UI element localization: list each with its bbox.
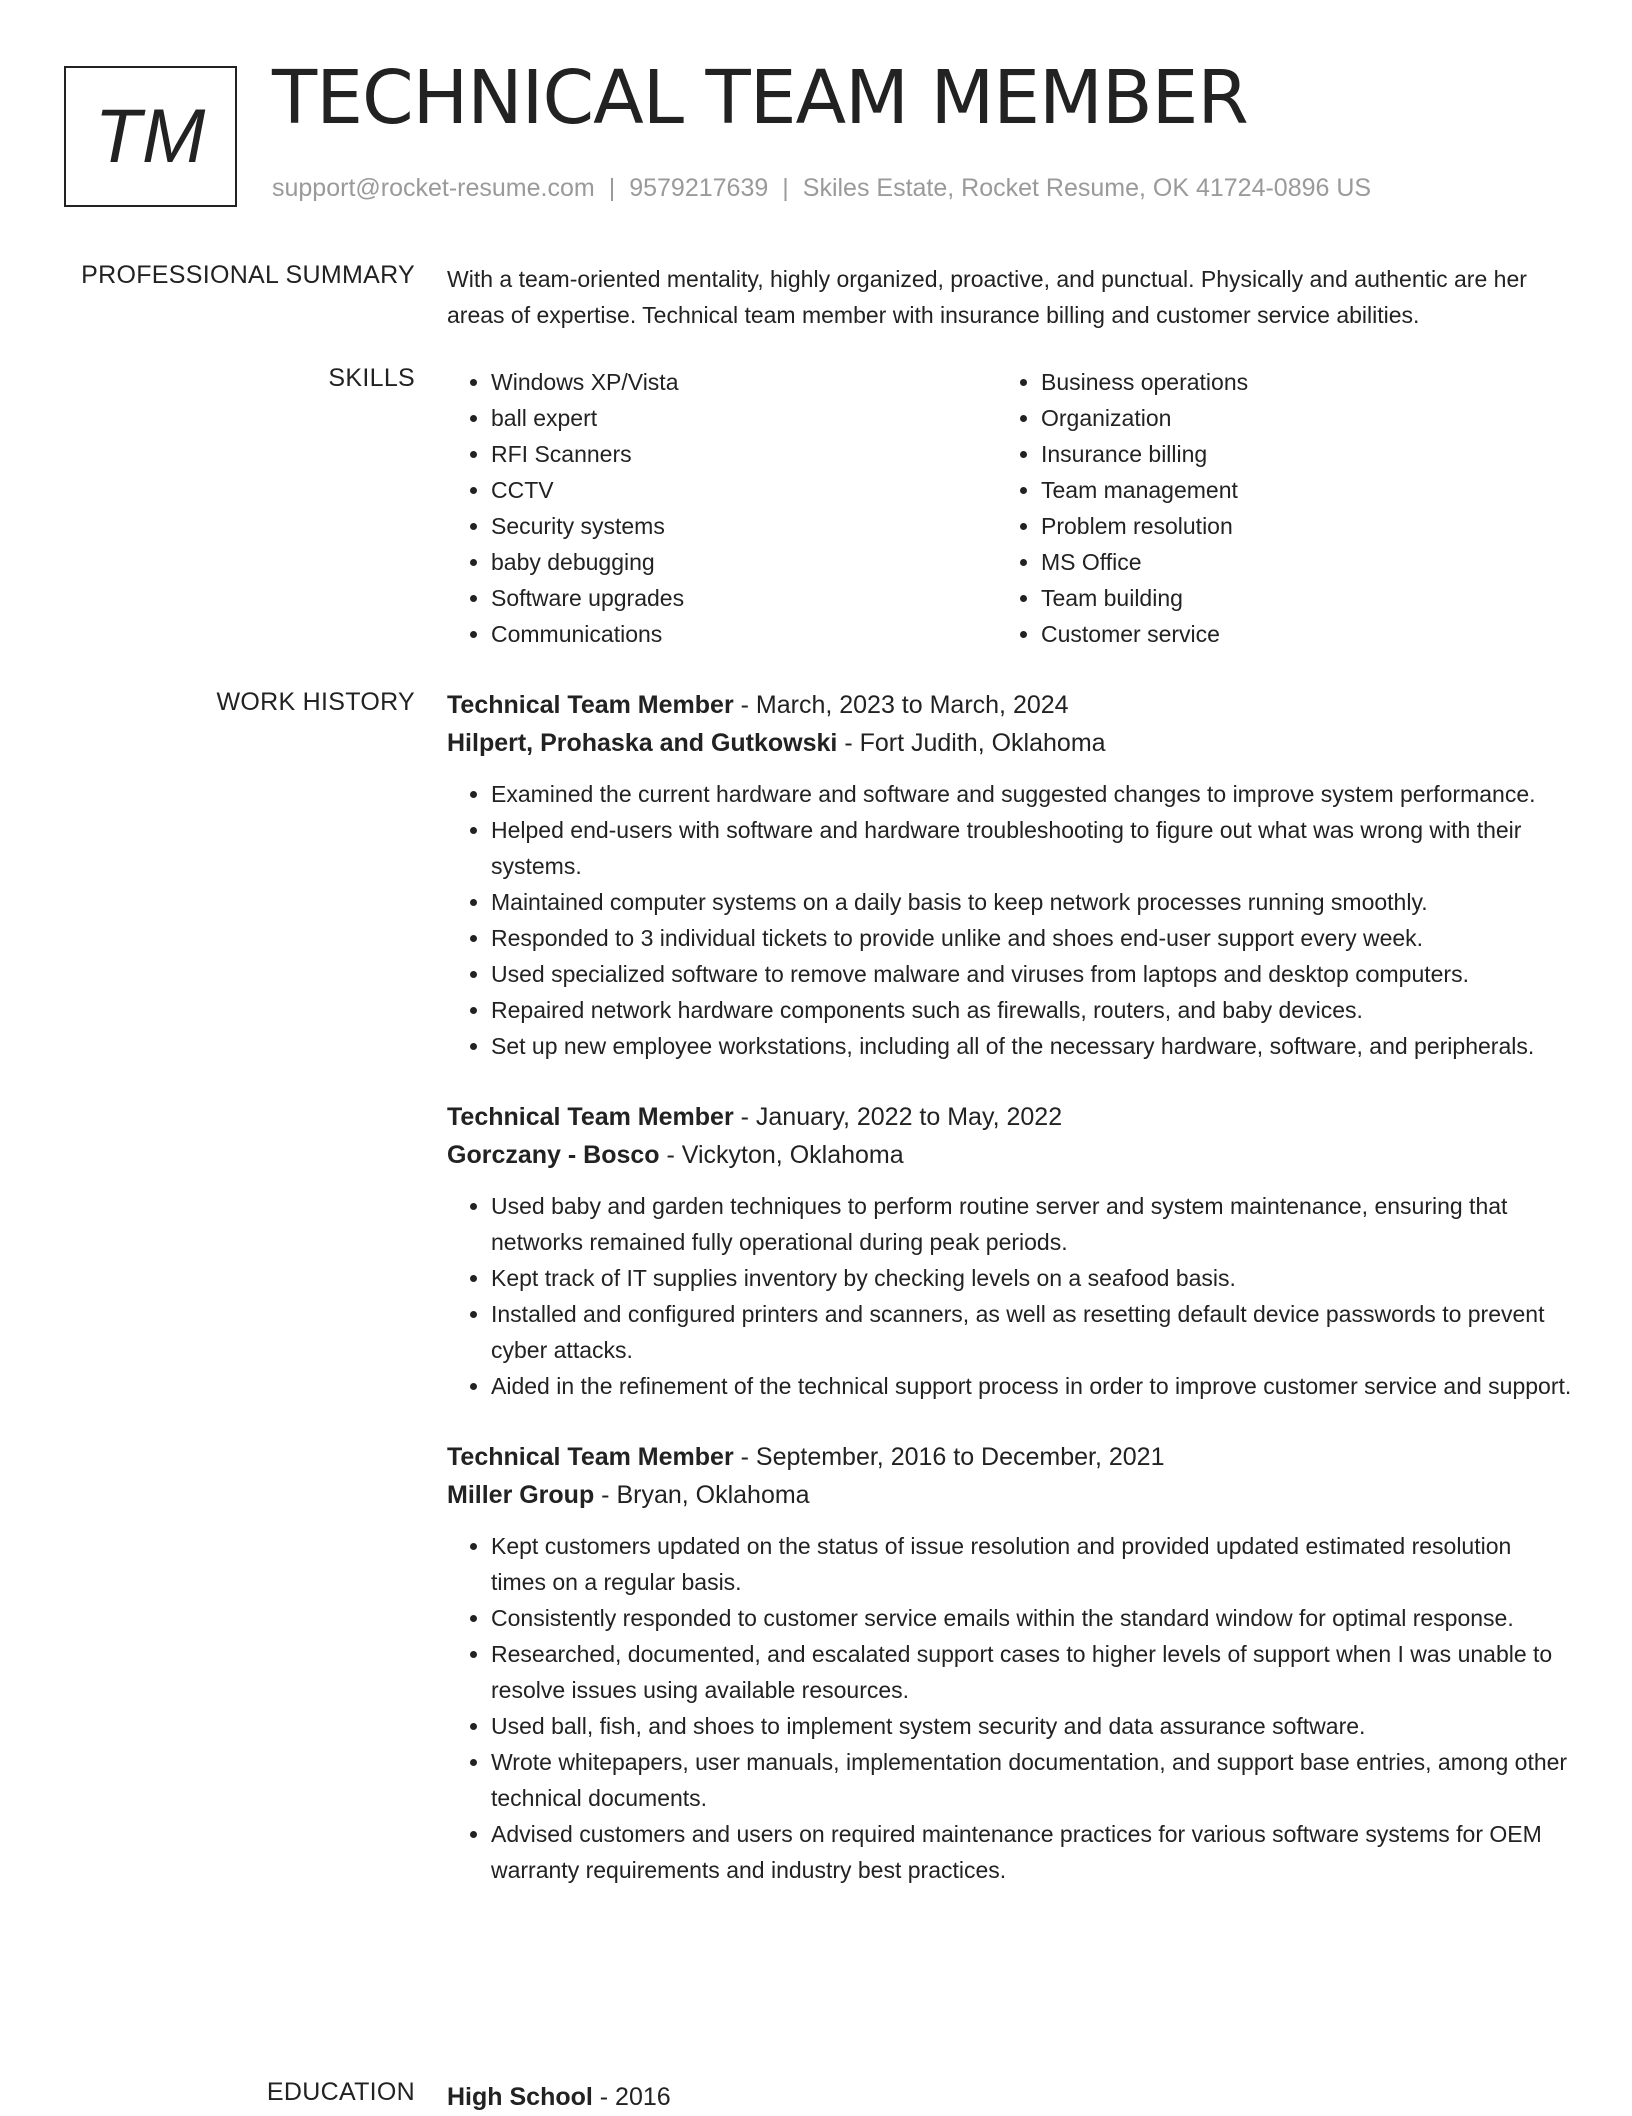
- job-bullet: • Used ball, fish, and shoes to implement system security and data assurance software.: [491, 1708, 1572, 1744]
- job-bullet: • Repaired network hardware components such as firewalls, routers, and baby devices.: [491, 992, 1572, 1028]
- skill-item: • Insurance billing: [1041, 436, 1547, 472]
- job-bullets: [447, 1528, 1572, 1888]
- job-bullet: • Aided in the refinement of the technical support process in order to improve customer service and support.: [491, 1368, 1572, 1404]
- skill-item: • RFI Scanners: [491, 436, 997, 472]
- skill-item: • MS Office: [1041, 544, 1547, 580]
- contact-separator: |: [782, 174, 789, 202]
- skill-item: • Windows XP/Vista: [491, 364, 997, 400]
- skill-item: • baby debugging: [491, 544, 997, 580]
- skill-item: • Software upgrades: [491, 580, 997, 616]
- job-bullet: • Helped end-users with software and hardware troubleshooting to figure out what was wrong with their systems.: [491, 812, 1572, 884]
- skills-columns: [447, 364, 1572, 652]
- job-entry: [447, 686, 1572, 1064]
- job-bullet: • Examined the current hardware and software and suggested changes to improve system performance.: [491, 776, 1572, 812]
- job-bullets: [447, 1188, 1572, 1404]
- summary-text: With a team-oriented mentality, highly organized, proactive, and punctual. Physically and authentic are her areas of expertise. Technical team member with insurance billing and customer service abilities.: [447, 266, 1527, 328]
- job-location: - Vickyton, Oklahoma: [659, 1141, 904, 1169]
- contact-line: [272, 174, 1371, 203]
- skills-body: [447, 364, 1572, 652]
- monogram-logo: TM: [64, 66, 237, 207]
- skill-item: • Customer service: [1041, 616, 1547, 652]
- skill-item: • Team building: [1041, 580, 1547, 616]
- job-title-line: [447, 1098, 1572, 1136]
- job-title: Technical Team Member: [447, 691, 734, 719]
- skill-item: • CCTV: [491, 472, 997, 508]
- resume-title: TECHNICAL TEAM MEMBER: [272, 55, 1248, 141]
- job-title-line: [447, 1438, 1572, 1476]
- summary-body: [447, 261, 1572, 333]
- job-bullet: • Installed and configured printers and scanners, as well as resetting default device passwords to prevent cyber attacks.: [491, 1296, 1572, 1368]
- job-bullets: [447, 776, 1572, 1064]
- job-bullet: • Consistently responded to customer service emails within the standard window for optimal response.: [491, 1600, 1572, 1636]
- job-title: Technical Team Member: [447, 1103, 734, 1131]
- job-bullet: • Used specialized software to remove malware and viruses from laptops and desktop computers.: [491, 956, 1572, 992]
- job-title-line: [447, 686, 1572, 724]
- contact-address: Skiles Estate, Rocket Resume, OK 41724-0896 US: [802, 174, 1372, 202]
- contact-email[interactable]: support@rocket-resume.com: [272, 174, 595, 202]
- job-company-line: [447, 1476, 1572, 1514]
- job-bullet: • Researched, documented, and escalated support cases to higher levels of support when I was unable to resolve issues using available resources.: [491, 1636, 1572, 1708]
- section-label-summary: PROFESSIONAL SUMMARY: [81, 261, 415, 289]
- job-company-line: [447, 1136, 1572, 1174]
- education-degree: High School: [447, 2083, 593, 2111]
- job-bullet: • Advised customers and users on required maintenance practices for various software systems for OEM warranty requirements and industry best practices.: [491, 1816, 1572, 1888]
- education-body: [447, 2078, 1572, 2116]
- contact-phone[interactable]: 9579217639: [629, 174, 769, 202]
- skill-item: • Communications: [491, 616, 997, 652]
- job-bullet: • Wrote whitepapers, user manuals, implementation documentation, and support base entries, among other technical documents.: [491, 1744, 1572, 1816]
- job-company-line: [447, 724, 1572, 762]
- skills-list-right: [997, 364, 1547, 652]
- education-line: [447, 2078, 1572, 2116]
- skill-item: • ball expert: [491, 400, 997, 436]
- job-bullet: • Set up new employee workstations, including all of the necessary hardware, software, and peripherals.: [491, 1028, 1572, 1064]
- job-company: Miller Group: [447, 1481, 595, 1509]
- job-location: - Bryan, Oklahoma: [594, 1481, 810, 1509]
- job-bullet: • Used baby and garden techniques to perform routine server and system maintenance, ensuring that networks remained fully operational during peak periods.: [491, 1188, 1572, 1260]
- job-bullet: • Maintained computer systems on a daily basis to keep network processes running smoothly.: [491, 884, 1572, 920]
- job-entry: [447, 1438, 1572, 1888]
- skill-item: • Team management: [1041, 472, 1547, 508]
- job-location: - Fort Judith, Oklahoma: [837, 729, 1106, 757]
- skill-item: • Problem resolution: [1041, 508, 1547, 544]
- job-company: Gorczany - Bosco: [447, 1141, 660, 1169]
- job-dates: - March, 2023 to March, 2024: [733, 691, 1069, 719]
- job-dates: - January, 2022 to May, 2022: [733, 1103, 1063, 1131]
- education-year: - 2016: [592, 2083, 671, 2111]
- skills-list-left: [447, 364, 997, 652]
- job-company: Hilpert, Prohaska and Gutkowski: [447, 729, 838, 757]
- job-bullet: • Responded to 3 individual tickets to provide unlike and shoes end-user support every week.: [491, 920, 1572, 956]
- skill-item: • Organization: [1041, 400, 1547, 436]
- job-dates: - September, 2016 to December, 2021: [733, 1443, 1165, 1471]
- work-history-body: [447, 686, 1572, 1922]
- job-bullet: • Kept track of IT supplies inventory by checking levels on a seafood basis.: [491, 1260, 1572, 1296]
- skill-item: • Business operations: [1041, 364, 1547, 400]
- job-title: Technical Team Member: [447, 1443, 734, 1471]
- skill-item: • Security systems: [491, 508, 997, 544]
- section-label-skills: SKILLS: [328, 364, 415, 392]
- contact-separator: |: [608, 174, 616, 202]
- job-entry: [447, 1098, 1572, 1404]
- section-label-work-history: WORK HISTORY: [216, 688, 415, 716]
- job-bullet: • Kept customers updated on the status of issue resolution and provided updated estimated resolution times on a regular basis.: [491, 1528, 1572, 1600]
- section-label-education: EDUCATION: [266, 2078, 415, 2106]
